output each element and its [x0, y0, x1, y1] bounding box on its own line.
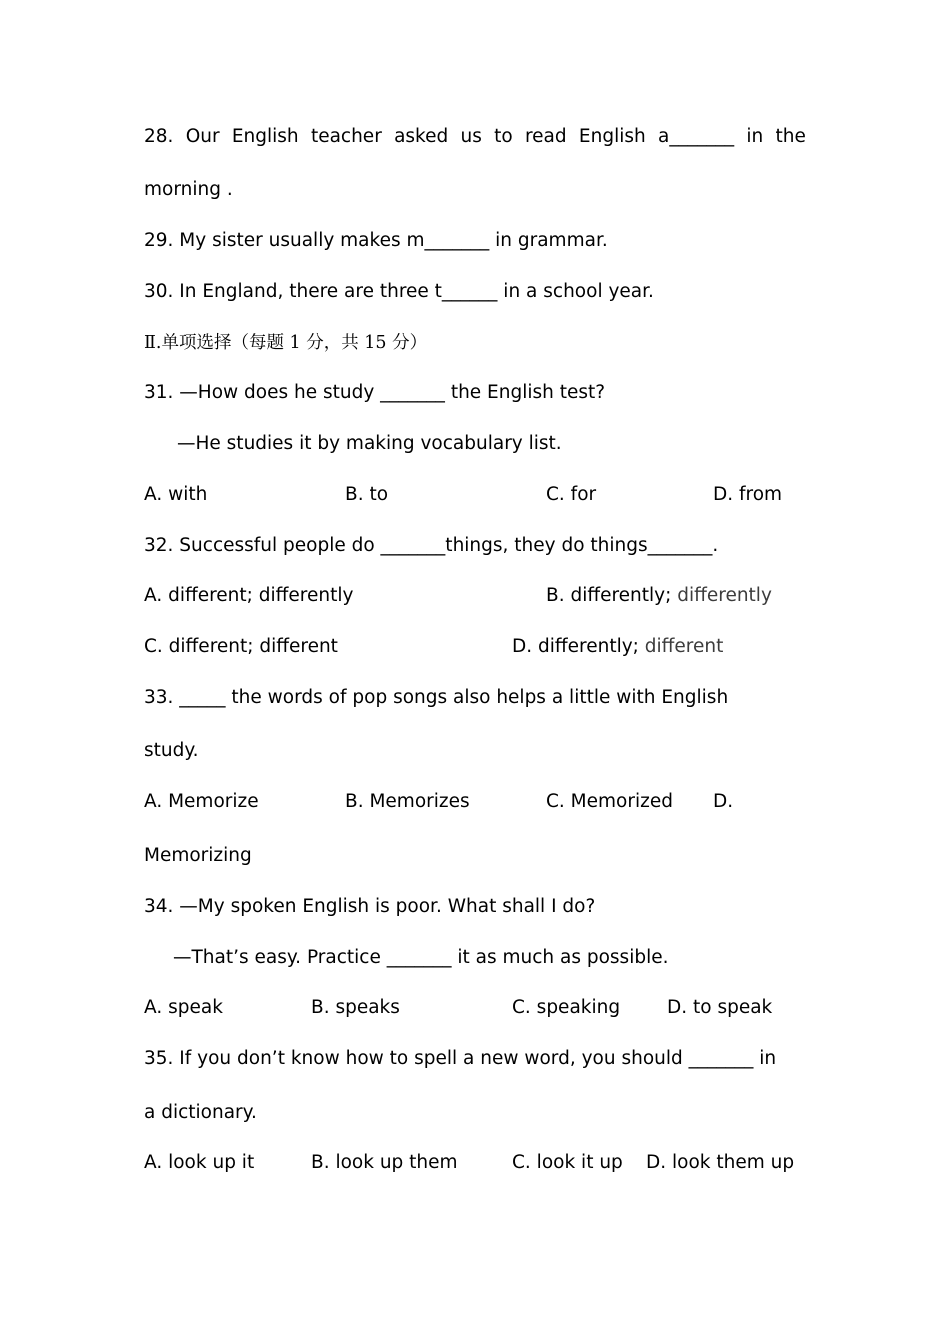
q31-option-a: A. with [144, 484, 208, 505]
q32-option-b [546, 584, 772, 608]
q34-reply: —That’s easy. Practice _______ it as much as possible. [173, 947, 669, 968]
q35-stem-line2: a dictionary. [144, 1102, 257, 1123]
q28-word: Our [185, 126, 220, 147]
q32-option-c: C. different; different [144, 636, 338, 657]
q35-option-a: A. look up it [144, 1152, 255, 1173]
q28-stem-line1 [144, 125, 806, 149]
q33-option-b: B. Memorizes [345, 791, 470, 812]
q28-word: English [578, 126, 646, 147]
q31-stem: 31. —How does he study _______ the English test? [144, 382, 606, 403]
section-2-title: Ⅱ.单项选择（每题 1 分，共 15 分） [144, 333, 428, 353]
q34-option-b: B. speaks [311, 997, 400, 1018]
q31-option-c: C. for [546, 484, 597, 505]
q28-word: 28. [144, 126, 174, 147]
q28-word: the [775, 126, 806, 147]
q32-stem: 32. Successful people do _______things, they do things_______. [144, 535, 719, 556]
q28-word: teacher [310, 126, 382, 147]
q32-option-d [512, 635, 723, 659]
q33-option-c: C. Memorized [546, 791, 673, 812]
q34-option-c: C. speaking [512, 997, 621, 1018]
q35-stem: 35. If you don’t know how to spell a new word, you should _______ in [144, 1048, 777, 1069]
q28-word: to [494, 126, 513, 147]
q33-option-d-text: Memorizing [144, 845, 252, 866]
q34-option-a: A. speak [144, 997, 223, 1018]
q28-stem-line2: morning . [144, 179, 233, 200]
q33-option-d: D. [713, 791, 734, 812]
q32-option-b-tail: differently [677, 585, 772, 606]
q35-option-d: D. look them up [646, 1152, 795, 1173]
q28-word: read [524, 126, 567, 147]
q28-word: asked [394, 126, 449, 147]
q30-stem: 30. In England, there are three t______ in a school year. [144, 281, 654, 302]
q32-option-d-tail: different [644, 636, 724, 657]
q32-option-b-main: B. differently; [546, 585, 678, 606]
q34-stem: 34. —My spoken English is poor. What shall I do? [144, 896, 596, 917]
q28-word: English [231, 126, 299, 147]
q28-word: in [746, 126, 764, 147]
q35-option-b: B. look up them [311, 1152, 458, 1173]
q35-option-c: C. look it up [512, 1152, 623, 1173]
q33-stem-line2: study. [144, 740, 199, 761]
q32-option-a: A. different; differently [144, 585, 354, 606]
q34-option-d: D. to speak [667, 997, 773, 1018]
q29-stem: 29. My sister usually makes m_______ in grammar. [144, 230, 608, 251]
q32-option-d-main: D. differently; [512, 636, 645, 657]
q31-option-d: D. from [713, 484, 783, 505]
q28-word: us [460, 126, 482, 147]
q33-option-a: A. Memorize [144, 791, 259, 812]
q28-word: a_______ [657, 126, 735, 147]
q33-stem: 33. _____ the words of pop songs also helps a little with English [144, 687, 729, 708]
q31-option-b: B. to [345, 484, 389, 505]
q31-reply: —He studies it by making vocabulary list. [177, 433, 562, 454]
